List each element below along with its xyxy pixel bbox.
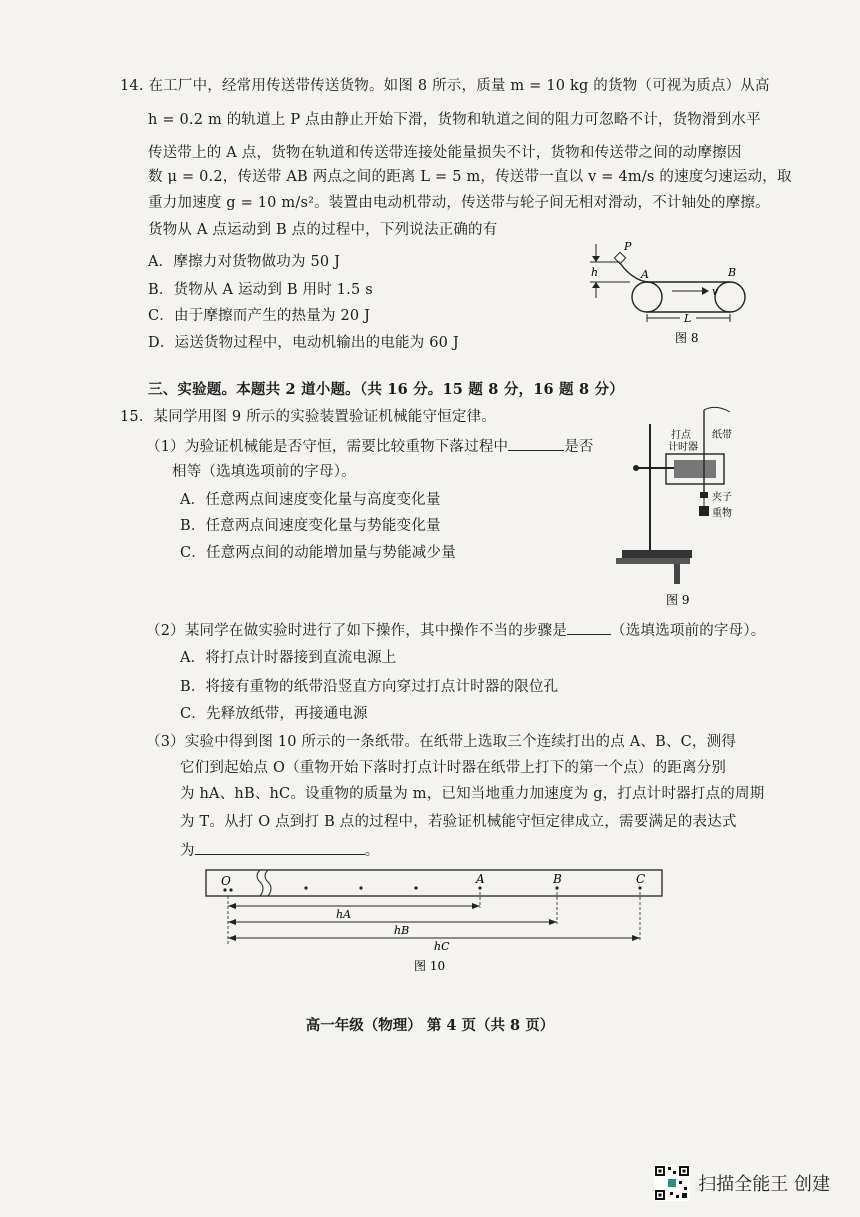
q15-part1-text-b: 是否 — [564, 439, 594, 455]
label-o: O — [221, 874, 231, 888]
figure-8-caption: 图 8 — [675, 331, 699, 345]
dim-hc-right-arrow — [632, 935, 640, 941]
weight-block — [699, 506, 709, 516]
label-v: v — [712, 285, 719, 298]
dim-hb-right-arrow — [549, 919, 557, 925]
q14-option-a: A．摩擦力对货物做功为 50 J — [148, 254, 341, 270]
q15-part2-option-b: B．将接有重物的纸带沿竖直方向穿过打点计时器的限位孔 — [180, 679, 559, 695]
figure-10-caption: 图 10 — [414, 959, 446, 973]
q14-option-c: C．由于摩擦而产生的热量为 20 J — [148, 308, 371, 324]
q15-stem: 15．某同学用图 9 所示的实验装置验证机械能守恒定律。 — [120, 409, 496, 425]
velocity-arrowhead — [702, 287, 709, 295]
point — [304, 886, 307, 889]
q15-part2-blank[interactable] — [567, 620, 611, 635]
figure-8 — [580, 236, 760, 346]
point-a — [478, 886, 481, 889]
right-pulley — [715, 282, 745, 312]
q15-part3-text-a: 为 — [180, 843, 195, 859]
clip — [700, 492, 708, 498]
q15-part2-text-a: （2）某同学在做实验时进行了如下操作，其中操作不当的步骤是 — [146, 623, 568, 639]
label-hb: hB — [394, 924, 410, 937]
figure-10 — [196, 862, 676, 974]
page-footer: 高一年级（物理） 第 4 页（共 8 页） — [305, 1017, 555, 1034]
tape-break-1 — [257, 870, 263, 896]
paper-tape-strip — [206, 870, 662, 896]
h-arrowhead-top — [592, 256, 600, 262]
q15-part2-option-c: C．先释放纸带，再接通电源 — [180, 706, 368, 722]
q15-part3-line2: 它们到起始点 O（重物开始下落时打点计时器在纸带上打下的第一个点）的距离分别 — [180, 760, 727, 776]
label-l: L — [684, 312, 692, 325]
q15-part1-text-a: （1）为验证机械能是否守恒，需要比较重物下落过程中 — [146, 439, 509, 455]
timer-core — [674, 460, 716, 478]
q14-line-2: h = 0.2 m 的轨道上 P 点由静止开始下滑，货物和轨道之间的阻力可忽略不计，货物滑到水平 — [148, 112, 761, 128]
q15-part2-text-b: （选填选项前的字母）。 — [611, 623, 766, 639]
dim-hc-left-arrow — [228, 935, 236, 941]
tape-label: 纸带 — [712, 430, 732, 441]
q14-option-b: B．货物从 A 运动到 B 用时 1.5 s — [148, 282, 373, 298]
q14-line-5: 重力加速度 g = 10 m/s²。装置由电动机带动，传送带与轮子间无相对滑动，不计轴处的摩擦。 — [148, 195, 770, 211]
q15-part1-option-c: C．任意两点间的动能增加量与势能减少量 — [180, 545, 456, 561]
q15-part3-line5 — [180, 840, 379, 861]
dim-hb-left-arrow — [228, 919, 236, 925]
q15-part3-line4: 为 T。从打 O 点到打 B 点的过程中，若验证机械能守恒定律成立，需要满足的表达式 — [180, 814, 737, 830]
figure-9-caption: 图 9 — [666, 593, 690, 607]
scanner-watermark — [654, 1165, 830, 1201]
q15-part3-line3: 为 hA、hB、hC。设重物的质量为 m，已知当地重力加速度为 g，打点计时器打点的周期 — [180, 786, 765, 802]
watermark-text: 扫描全能王 创建 — [698, 1174, 830, 1195]
stand-base — [622, 550, 692, 558]
weight-label: 重物 — [712, 508, 732, 519]
q14-line-3: 传送带上的 A 点，货物在轨道和传送带连接处能量损失不计，货物和传送带之间的动摩擦因 — [148, 145, 742, 161]
label-p: P — [624, 240, 632, 253]
left-pulley — [632, 282, 662, 312]
label-b: B — [553, 872, 562, 886]
q15-part3-blank[interactable] — [195, 840, 365, 855]
q15-part1-blank[interactable] — [508, 436, 564, 451]
q15-part2-stem — [146, 620, 765, 641]
q15-part1-line2: 相等（选填选项前的字母）。 — [172, 464, 356, 480]
q14-line-1: 14. 在工厂中，经常用传送带传送货物。如图 8 所示，质量 m = 10 kg 的货物（可视为质点）从高 — [120, 78, 770, 94]
q15-part1-option-b: B．任意两点间速度变化量与势能变化量 — [180, 518, 441, 534]
point — [414, 886, 417, 889]
hand-outline — [704, 407, 730, 412]
point-o — [223, 888, 226, 891]
tape-break-2 — [265, 870, 271, 896]
timer-label-1: 打点 — [671, 430, 691, 441]
q14-option-d: D．运送货物过程中，电动机输出的电能为 60 J — [148, 335, 459, 351]
table-top — [616, 558, 690, 564]
clamp-knob — [633, 465, 639, 471]
q15-part3-text-b: 。 — [364, 843, 380, 859]
clip-label: 夹子 — [712, 492, 732, 503]
point — [359, 886, 362, 889]
table-leg — [674, 564, 680, 584]
figure-9 — [612, 402, 742, 607]
point-c — [638, 886, 641, 889]
q14-line-6: 货物从 A 点运动到 B 点的过程中，下列说法正确的有 — [148, 222, 498, 238]
q15-part3-line1: （3）实验中得到图 10 所示的一条纸带。在纸带上选取三个连续打出的点 A、B、C，测得 — [146, 734, 737, 750]
label-a: A — [476, 872, 485, 886]
label-c: C — [636, 872, 646, 886]
timer-label-2: 计时器 — [668, 442, 698, 453]
q15-part1-option-a: A．任意两点间速度变化量与高度变化量 — [180, 492, 441, 508]
label-ha: hA — [336, 908, 352, 921]
label-a: A — [641, 268, 649, 281]
q15-part1-line1 — [146, 436, 594, 457]
label-hc: hC — [434, 940, 450, 953]
q14-line-4: 数 μ = 0.2，传送带 AB 两点之间的距离 L = 5 m，传送带一直以 v = 4m/s 的速度匀速运动，取 — [148, 169, 792, 185]
point-o2 — [229, 888, 232, 891]
label-b: B — [728, 266, 737, 279]
section-3-heading: 三、实验题。本题共 2 道小题。（共 16 分。15 题 8 分，16 题 8 分） — [148, 381, 624, 398]
point-b — [555, 886, 558, 889]
q15-part2-option-a: A．将打点计时器接到直流电源上 — [180, 650, 397, 666]
qr-code-icon — [654, 1165, 690, 1201]
label-h: h — [591, 266, 599, 279]
h-arrowhead-bottom — [592, 282, 600, 288]
dim-ha-left-arrow — [228, 903, 236, 909]
dim-ha-right-arrow — [472, 903, 480, 909]
